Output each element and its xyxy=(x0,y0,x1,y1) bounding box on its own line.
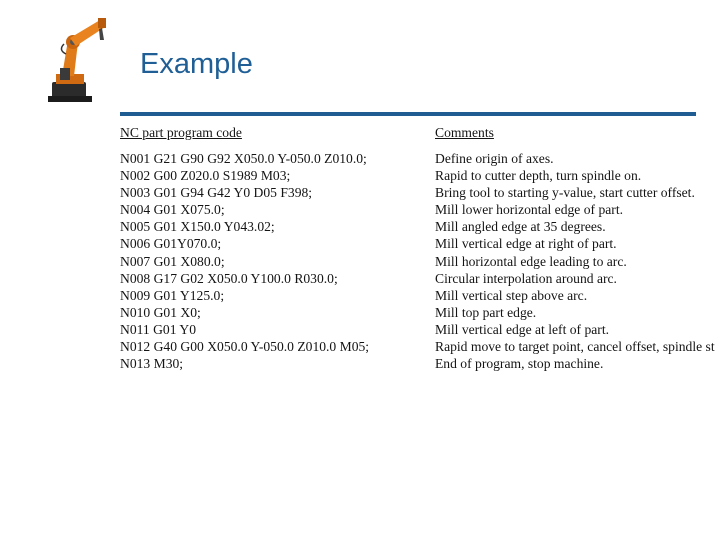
table-row xyxy=(120,288,720,305)
comment-cell: Mill lower horizontal edge of part. xyxy=(435,202,623,218)
table-row xyxy=(120,271,720,288)
nc-code-cell: N011 G01 Y0 xyxy=(120,321,197,337)
table-row xyxy=(120,168,720,185)
comment-cell: Mill angled edge at 35 degrees. xyxy=(435,219,606,235)
table-row xyxy=(120,219,720,236)
comment-cell: Circular interpolation around arc. xyxy=(435,270,617,286)
table-row xyxy=(120,202,720,219)
comment-cell: Define origin of axes. xyxy=(435,151,554,166)
program-rows xyxy=(120,151,720,373)
slide-title: Example xyxy=(140,48,253,80)
nc-code-cell: N001 G21 G90 G92 X050.0 Y-050.0 Z010.0; xyxy=(120,151,367,166)
nc-code-cell: N008 G17 G02 X050.0 Y100.0 R030.0; xyxy=(120,270,338,286)
comment-cell: Bring tool to starting y-value, start cutter offset. xyxy=(435,185,695,201)
table-row xyxy=(120,356,720,373)
comment-cell: Mill top part edge. xyxy=(435,304,537,320)
comment-cell: End of program, stop machine. xyxy=(435,356,604,372)
comment-cell: Mill horizontal edge leading to arc. xyxy=(435,253,627,269)
nc-code-cell: N003 G01 G94 G42 Y0 D05 F398; xyxy=(120,185,313,201)
nc-code-cell: N005 G01 X150.0 Y043.02; xyxy=(120,219,275,235)
comment-cell: Mill vertical edge at left of part. xyxy=(435,321,610,337)
table-row xyxy=(120,151,720,168)
program-table xyxy=(120,125,720,385)
nc-code-cell: N004 G01 X075.0; xyxy=(120,202,225,218)
comment-cell: Rapid to cutter depth, turn spindle on. xyxy=(435,168,642,184)
nc-code-cell: N007 G01 X080.0; xyxy=(120,253,225,269)
table-row xyxy=(120,322,720,339)
comment-cell: Mill vertical edge at right of part. xyxy=(435,236,617,252)
comment-cell: Mill vertical step above arc. xyxy=(435,287,588,303)
nc-code-cell: N009 G01 Y125.0; xyxy=(120,287,225,303)
nc-code-cell: N010 G01 X0; xyxy=(120,304,201,320)
table-row xyxy=(120,185,720,202)
robot-arm-image xyxy=(38,14,118,106)
nc-code-cell: N002 G00 Z020.0 S1989 M03; xyxy=(120,168,291,184)
nc-code-cell: N012 G40 G00 X050.0 Y-050.0 Z010.0 M05; xyxy=(120,339,370,355)
title-underline xyxy=(120,112,696,116)
code-column-header: NC part program code xyxy=(120,125,242,140)
table-row xyxy=(120,254,720,271)
table-row xyxy=(120,305,720,322)
nc-code-cell: N013 M30; xyxy=(120,356,184,372)
nc-code-cell: N006 G01Y070.0; xyxy=(120,236,222,252)
table-row xyxy=(120,339,720,356)
table-row xyxy=(120,236,720,253)
comment-column-header: Comments xyxy=(435,125,494,140)
comment-cell: Rapid move to target point, cancel offset, spindle st xyxy=(435,339,715,355)
